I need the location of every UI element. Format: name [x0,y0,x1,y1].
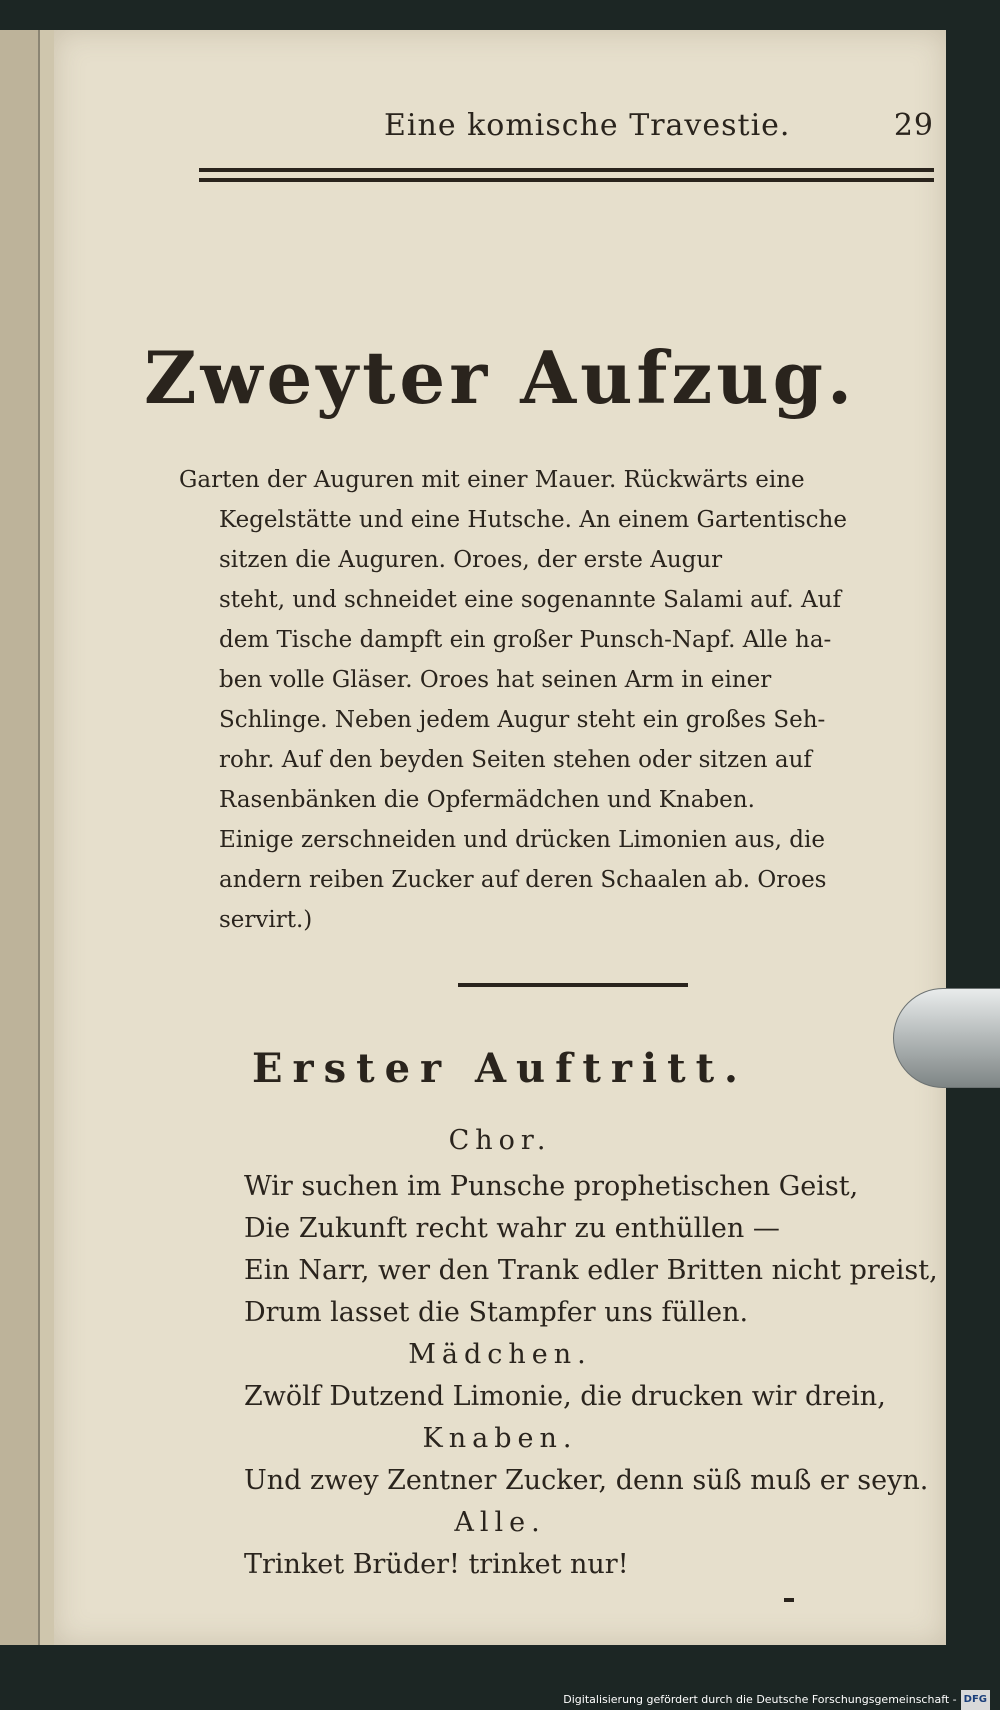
stage-direction-line: dem Tische dampft ein großer Punsch-Napf. Alle ha- [219,627,832,653]
stage-direction [179,460,934,940]
page-number: 29 [893,108,934,143]
verse-line: Zwölf Dutzend Limonie, die drucken wir drein, [244,1381,886,1412]
running-title: Eine komische Travestie. [384,108,791,143]
speaker-chorus: Chor. [448,1125,552,1156]
stage-direction-line: Garten der Auguren mit einer Mauer. Rückwärts eine [179,467,805,493]
speaker-all: Alle. [454,1507,546,1538]
stage-direction-line: servirt.) [219,907,313,933]
stage-direction-line: andern reiben Zucker auf deren Schaalen ab. Oroes [219,867,827,893]
verse-line: Trinket Brüder! trinket nur! [244,1549,629,1580]
section-rule [458,983,688,987]
dfg-logo: DFG [961,1690,990,1710]
act-title: Zweyter Aufzug. [143,335,857,420]
speaker-girls: Mädchen. [408,1339,592,1370]
stage-direction-line: rohr. Auf den beyden Seiten stehen oder sitzen auf [219,747,812,773]
page-mark [784,1598,794,1602]
footer-text: Digitalisierung gefördert durch die Deutsche Forschungsgemeinschaft - [563,1693,957,1706]
verse-line: Die Zukunft recht wahr zu enthüllen — [244,1213,780,1244]
stage-direction-line: ben volle Gläser. Oroes hat seinen Arm in einer [219,667,772,693]
speaker-boys: Knaben. [422,1423,578,1454]
verse-line: Drum lasset die Stampfer uns füllen. [244,1297,749,1328]
stage-direction-line: Rasenbänken die Opfermädchen und Knaben. [219,787,755,813]
stage-direction-line: Schlinge. Neben jedem Augur steht ein großes Seh- [219,707,826,733]
verse-line: Ein Narr, wer den Trank edler Britten nicht preist, [244,1255,938,1286]
stage-direction-line: sitzen die Auguren. Oroes, der erste Augur [219,547,723,573]
stage-direction-line: steht, und schneidet eine sogenannte Salami auf. Auf [219,587,841,613]
book-left-edge [0,30,38,1645]
stage-direction-line: Einige zerschneiden und drücken Limonien aus, die [219,827,825,853]
book-page [54,30,946,1645]
verse-line: Wir suchen im Punsche prophetischen Geist, [244,1171,859,1202]
stage-direction-line: Kegelstätte und eine Hutsche. An einem Gartentische [219,507,847,533]
header-rule [199,168,934,182]
verse-line: Und zwey Zentner Zucker, denn süß muß er seyn. [244,1465,929,1496]
page-clip [893,988,1000,1088]
scene-title: Erster Auftritt. [252,1045,748,1092]
verse-block [54,1120,946,1586]
digitization-footer [563,1690,990,1710]
